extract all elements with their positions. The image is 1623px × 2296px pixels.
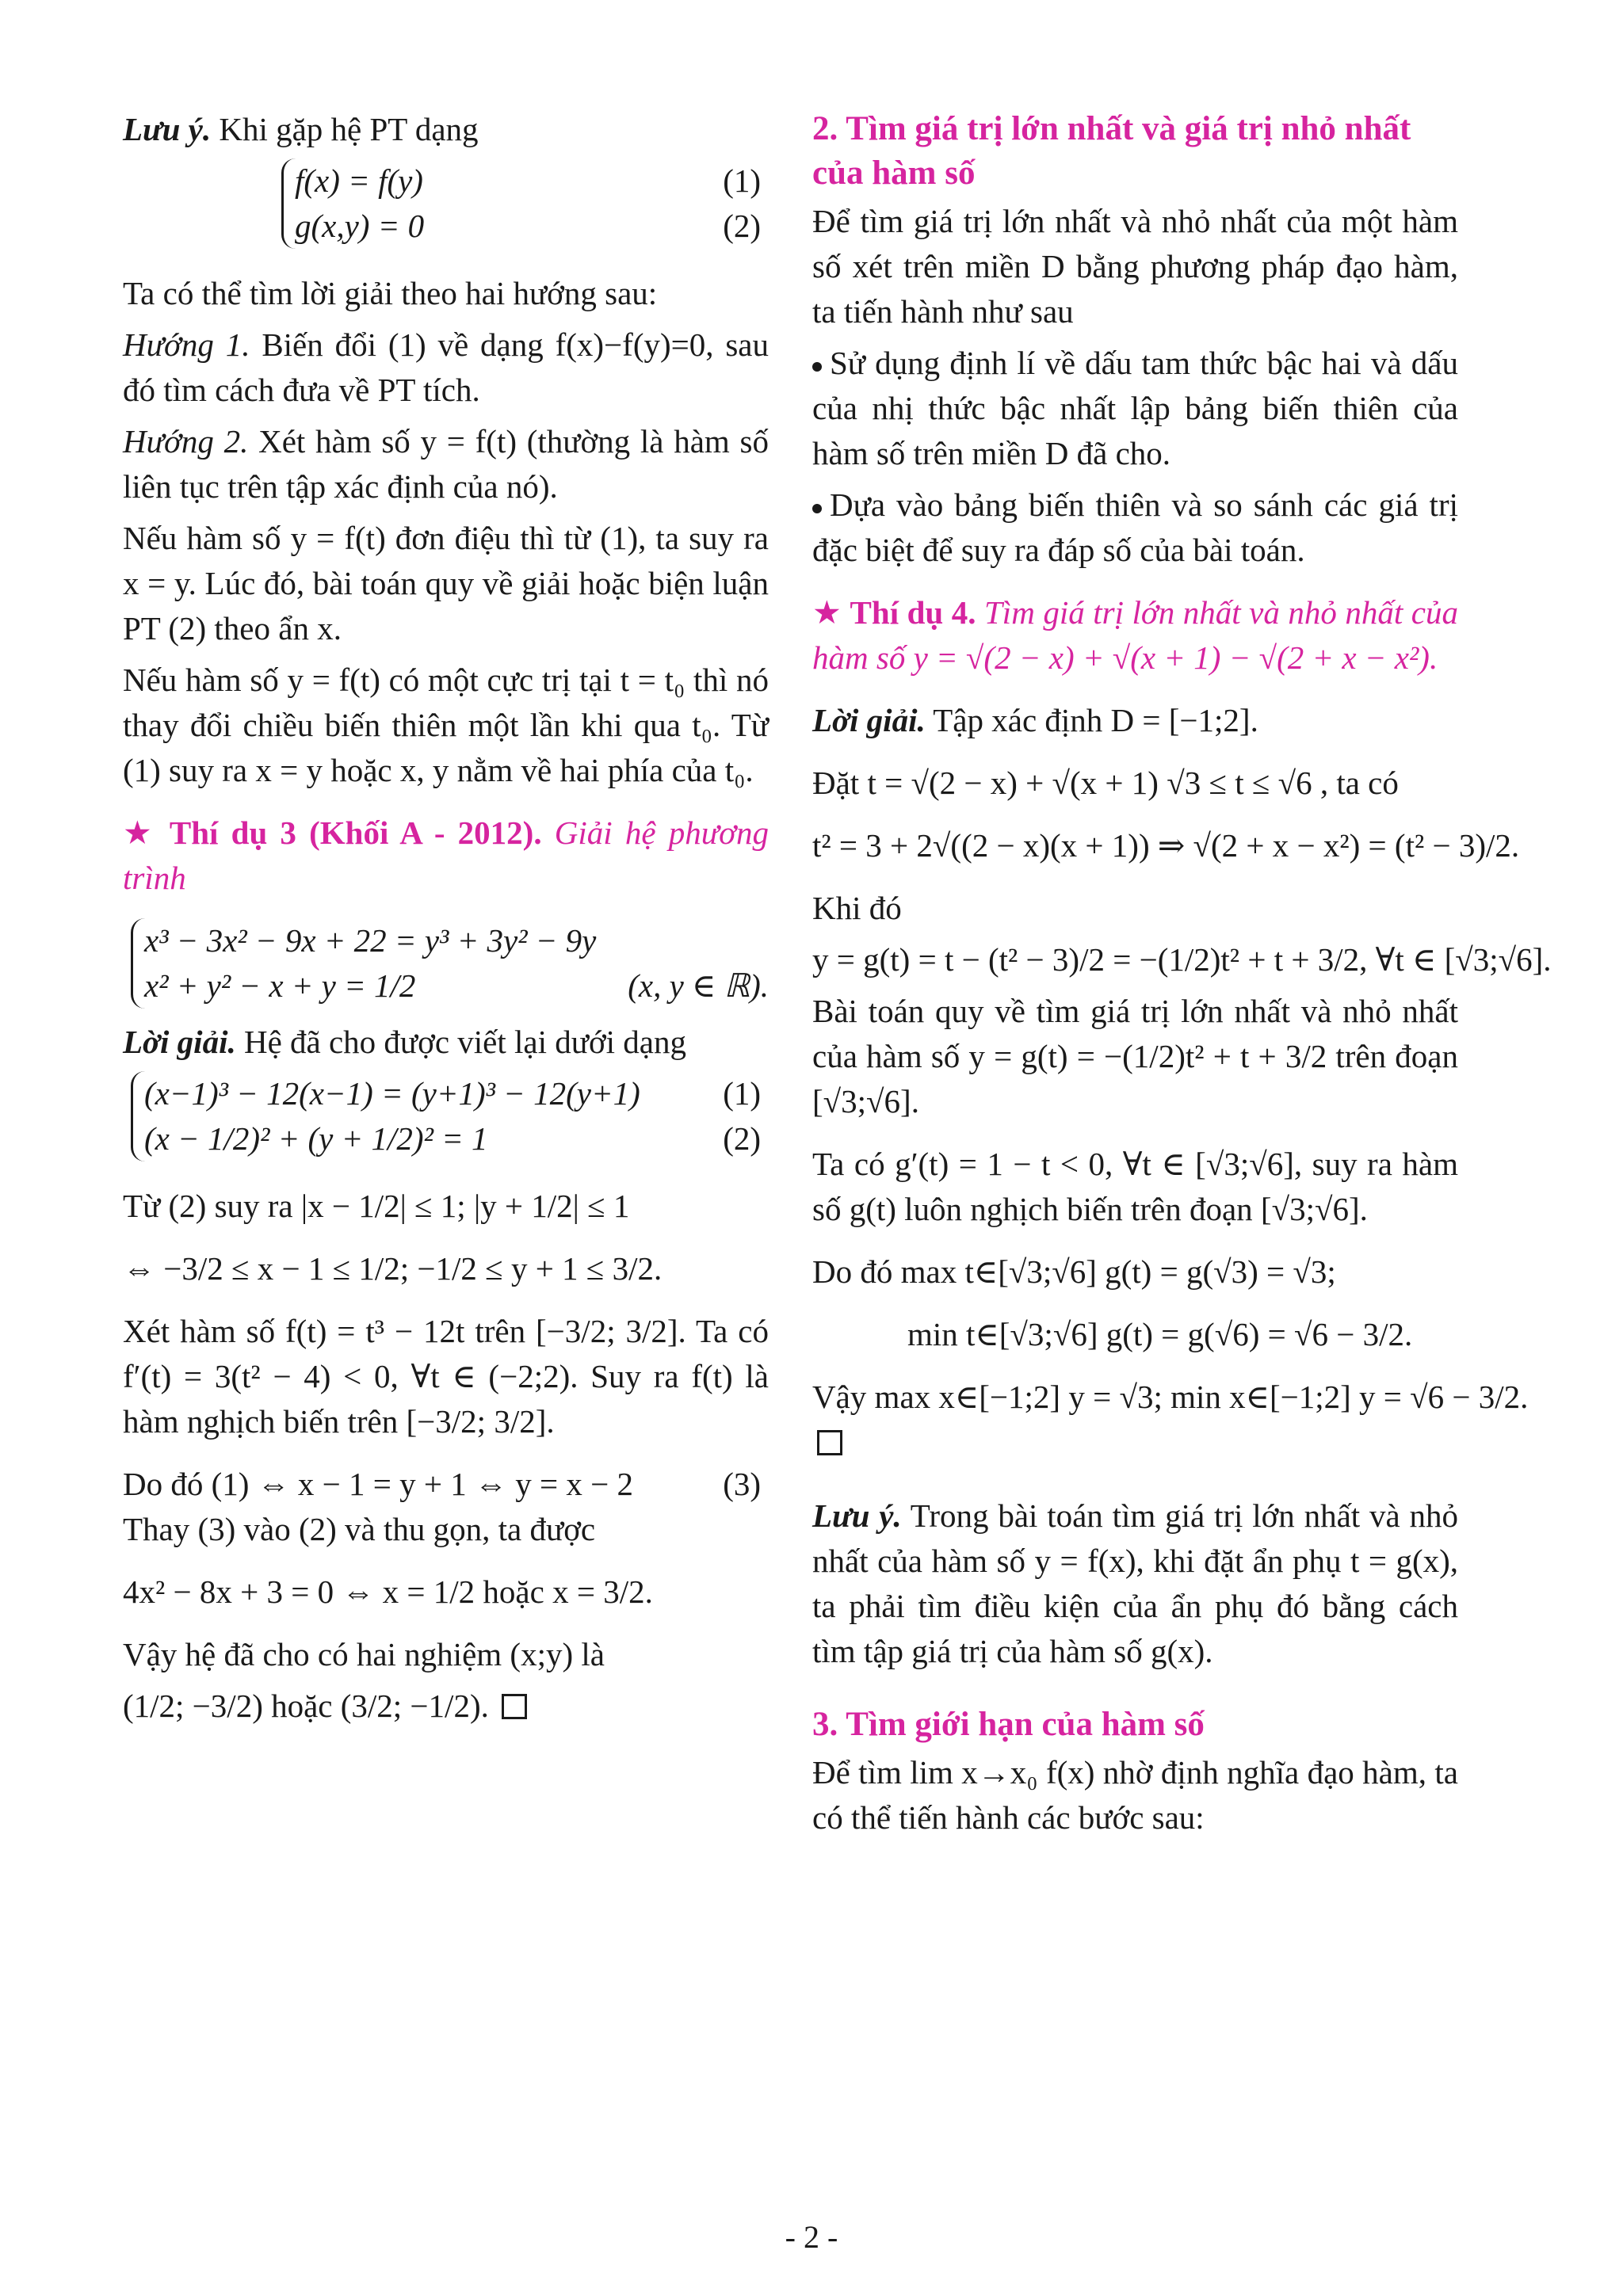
note-2-paragraph xyxy=(812,1493,1458,1674)
example-4-domain: Tập xác định D = [−1;2]. xyxy=(933,702,1258,738)
note-paragraph xyxy=(123,107,769,152)
example-4-solution xyxy=(812,698,1458,743)
star-icon: ★ xyxy=(123,814,157,851)
example-3-eq-2: x² + y² − x + y = 1/2 xyxy=(144,967,416,1004)
result-line xyxy=(812,1375,1529,1465)
two-ways-intro: Ta có thể tìm lời giải theo hai hướng sau: xyxy=(123,275,658,311)
then-line: Khi đó xyxy=(812,890,902,926)
quadratic-line: 4x² − 8x + 3 = 0 ⇔ x = 1/2 hoặc x = 3/2. xyxy=(123,1573,653,1610)
g-definition-line: y = g(t) = t − (t² − 3)/2 = −(1/2)t² + t + 3/2, ∀t ∈ [√3;√6]. xyxy=(812,941,1552,978)
note-text: Khi gặp hệ PT dạng xyxy=(219,111,479,147)
solution-label: Lời giải. xyxy=(123,1024,236,1060)
example-4-heading xyxy=(812,590,1458,681)
system-eq-2-number: (2) xyxy=(723,208,761,244)
bullet-2-text: Dựa vào bảng biến thiên và so sánh các giá trị đặc biệt để suy ra đáp số của bài toán. xyxy=(812,486,1458,568)
monotone-paragraph: Nếu hàm số y = f(t) đơn điệu thì từ (1), ta suy ra x = y. Lúc đó, bài toán quy về giải hoặc biện luận PT (2) theo ẩn x. xyxy=(123,520,769,646)
set-t-line: Đặt t = √(2 − x) + √(x + 1) √3 ≤ t ≤ √6 , ta có xyxy=(812,765,1399,801)
example-4-task: Tìm giá trị lớn nhất và nhỏ nhất của hàm số y = √(2 − x) + √(x + 1) − √(2 + x − x²). xyxy=(812,594,1458,676)
result-text: Vậy max x∈[−1;2] y = √3; min x∈[−1;2] y = √6 − 3/2. xyxy=(812,1379,1529,1415)
derivative-paragraph: Ta có g′(t) = 1 − t < 0, ∀t ∈ [√3;√6], suy ra hàm số g(t) luôn nghịch biến trên đoạn [√3;√6]. xyxy=(812,1146,1458,1227)
note-2-label: Lưu ý. xyxy=(812,1497,902,1534)
system-row-1 xyxy=(295,158,769,204)
solution-intro-text: Hệ đã cho được viết lại dưới dạng xyxy=(243,1024,686,1060)
page-number: - 2 - xyxy=(785,2219,838,2255)
example-4-title: Thí dụ 4. xyxy=(850,594,976,631)
example-3-task: Giải hệ phương trình xyxy=(123,814,769,896)
section-2-bullet-1 xyxy=(812,341,1458,476)
bullet-icon xyxy=(812,504,822,513)
conclusion-line: Vậy hệ đã cho có hai nghiệm (x;y) là xyxy=(123,1636,605,1672)
way-1-text: Biến đổi (1) về dạng f(x)−f(y)=0, sau đó tìm cách đưa về PT tích. xyxy=(123,326,769,408)
left-column xyxy=(123,107,769,1735)
example-3-row-2 xyxy=(144,963,769,1009)
min-line: min t∈[√3;√6] g(t) = g(√6) = √6 − 3/2. xyxy=(907,1316,1413,1352)
example-3-system xyxy=(131,918,769,1009)
way-1-label: Hướng 1. xyxy=(123,326,250,363)
example-3-heading xyxy=(123,810,769,901)
section-2-heading: 2. Tìm giá trị lớn nhất và giá trị nhỏ nhất của hàm số xyxy=(812,110,1411,192)
qed-square-icon xyxy=(817,1430,842,1455)
system-block xyxy=(281,158,769,249)
note-label: Lưu ý. xyxy=(123,111,212,147)
reduce-paragraph: Bài toán quy về tìm giá trị lớn nhất và nhỏ nhất của hàm số y = g(t) = −(1/2)t² + t + 3/2 trên đoạn [√3;√6]. xyxy=(812,993,1458,1119)
section-3-intro: Để tìm lim x→x₀ f(x) nhờ định nghĩa đạo hàm, ta có thể tiến hành các bước sau: xyxy=(812,1754,1458,1836)
example-3-solution-intro xyxy=(123,1020,769,1065)
therefore-equation: Do đó (1) ⇔ x − 1 = y + 1 ⇔ y = x − 2 xyxy=(123,1466,634,1502)
bullet-1-text: Sử dụng định lí về dấu tam thức bậc hai và dấu của nhị thức bậc nhất lập bảng biến thiên của hàm số trên miền D đã cho. xyxy=(812,345,1458,471)
rewritten-eq-2-number: (2) xyxy=(723,1120,761,1157)
t-squared-line: t² = 3 + 2√((2 − x)(x + 1)) ⇒ √(2 + x − x²) = (t² − 3)/2. xyxy=(812,827,1520,864)
extremum-paragraph: Nếu hàm số y = f(t) có một cực trị tại t = t₀ thì nó thay đổi chiều biến thiên một lần khi qua t₀. Từ (1) suy ra x = y hoặc x, y nằm về hai phía của t₀. xyxy=(123,662,769,788)
way-2-label: Hướng 2. xyxy=(123,423,249,460)
example-3-eq-1: x³ − 3x² − 9x + 22 = y³ + 3y² − 9y xyxy=(144,922,597,959)
solution-label: Lời giải. xyxy=(812,702,926,738)
qed-square-icon xyxy=(502,1694,527,1719)
section-3-heading: 3. Tìm giới hạn của hàm số xyxy=(812,1706,1205,1743)
example-3-domain: (x, y ∈ ℝ). xyxy=(628,967,769,1004)
note-2-text: Trong bài toán tìm giá trị lớn nhất và nhỏ nhất của hàm số y = f(x), khi đặt ẩn phụ t = g(x), ta phải tìm điều kiện của ẩn phụ đó bằng cách tìm tập giá trị của hàm số g(x). xyxy=(812,1497,1459,1669)
system-eq-1: f(x) = f(y) xyxy=(295,162,423,199)
rewritten-system xyxy=(131,1071,769,1161)
substitute-line: Thay (3) vào (2) và thu gọn, ta được xyxy=(123,1511,596,1547)
section-2-bullet-2 xyxy=(812,482,1458,573)
therefore-number: (3) xyxy=(723,1466,761,1502)
consider-function-paragraph: Xét hàm số f(t) = t³ − 12t trên [−3/2; 3/2]. Ta có f′(t) = 3(t² − 4) < 0, ∀t ∈ (−2;2). Suy ra f(t) là hàm nghịch biến trên [−3/2; 3/2]. xyxy=(123,1313,769,1440)
rewritten-row-2 xyxy=(144,1116,769,1161)
bullet-icon xyxy=(812,362,822,372)
rewritten-eq-1: (x−1)³ − 12(x−1) = (y+1)³ − 12(y+1) xyxy=(144,1075,640,1112)
answers-line xyxy=(123,1684,769,1729)
way-2-text: Xét hàm số y = f(t) (thường là hàm số liên tục trên tập xác định của nó). xyxy=(123,423,769,505)
therefore-row xyxy=(123,1462,769,1507)
example-3-title: Thí dụ 3 (Khối A - 2012). xyxy=(169,814,542,851)
system-eq-2: g(x,y) = 0 xyxy=(295,208,425,244)
system-eq-1-number: (1) xyxy=(723,162,761,199)
answers-text: (1/2; −3/2) hoặc (3/2; −1/2). xyxy=(123,1688,489,1724)
rewritten-eq-1-number: (1) xyxy=(723,1075,761,1112)
way-1-paragraph xyxy=(123,322,769,413)
inequality-line: ⇔ −3/2 ≤ x − 1 ≤ 1/2; −1/2 ≤ y + 1 ≤ 3/2. xyxy=(123,1250,663,1287)
system-row-2 xyxy=(295,204,769,249)
star-icon: ★ xyxy=(812,594,842,631)
rewritten-row-1 xyxy=(144,1071,769,1116)
way-2-paragraph xyxy=(123,419,769,509)
from-2-inference: Từ (2) suy ra |x − 1/2| ≤ 1; |y + 1/2| ≤ 1 xyxy=(123,1188,630,1224)
right-column xyxy=(812,107,1552,1847)
section-2-intro: Để tìm giá trị lớn nhất và nhỏ nhất của một hàm số xét trên miền D bằng phương pháp đạo hàm, ta tiến hành như sau xyxy=(812,203,1458,330)
max-line: Do đó max t∈[√3;√6] g(t) = g(√3) = √3; xyxy=(812,1253,1336,1290)
rewritten-eq-2: (x − 1/2)² + (y + 1/2)² = 1 xyxy=(144,1120,488,1157)
